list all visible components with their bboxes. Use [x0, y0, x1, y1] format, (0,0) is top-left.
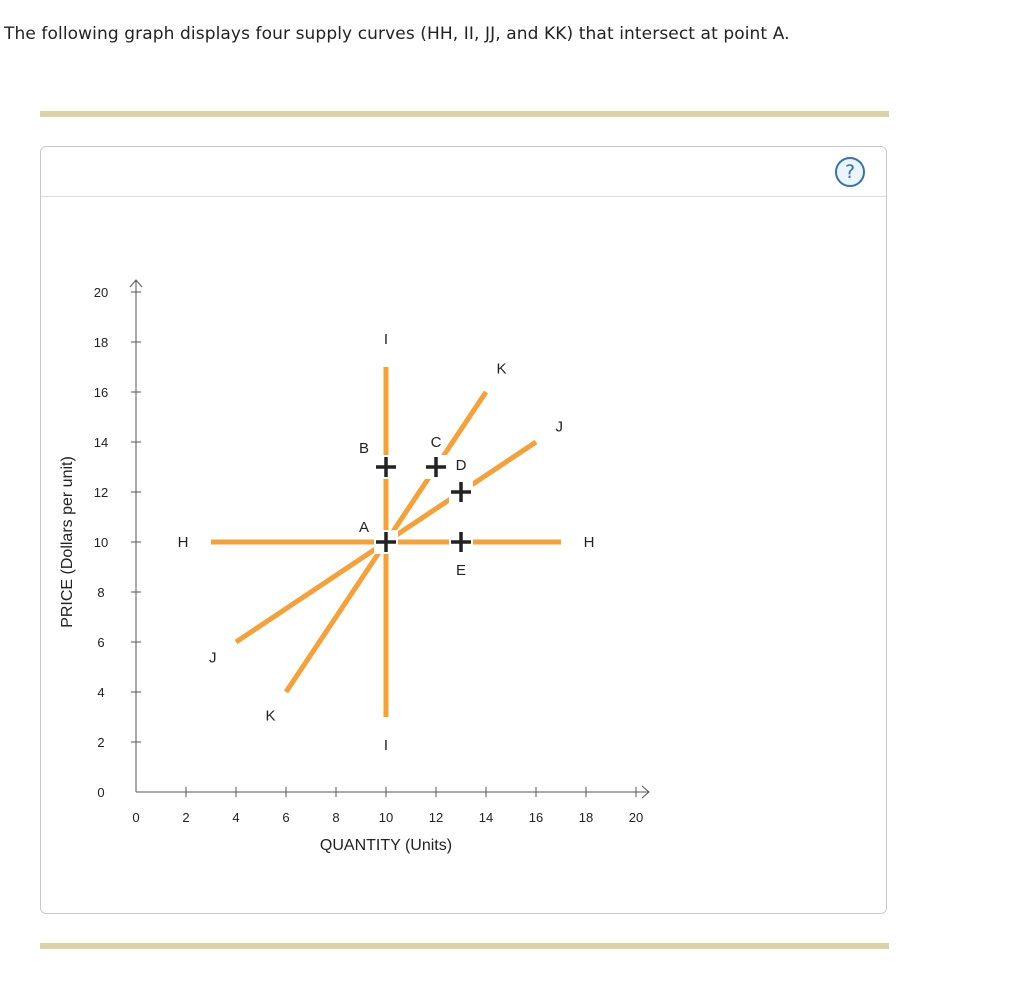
y-axis-title: PRICE (Dollars per unit) — [59, 456, 76, 628]
x-tick-label: 14 — [478, 810, 494, 825]
point-label-c: C — [430, 434, 442, 451]
point-label-e: E — [455, 562, 467, 579]
x-tick-label: 2 — [182, 810, 190, 825]
x-axis-title: QUANTITY (Units) — [319, 837, 453, 854]
point-label-b: B — [358, 440, 370, 457]
curve-label-kk-end: K — [496, 360, 507, 378]
point-label-a: A — [358, 519, 370, 536]
curve-label-jj-start: J — [208, 649, 217, 667]
x-tick-label: 16 — [528, 810, 544, 825]
curve-label-ii-start: I — [383, 737, 389, 754]
help-button[interactable]: ? — [835, 157, 865, 187]
point-label-d: D — [455, 457, 467, 474]
curve-label-ii-end: I — [383, 331, 389, 348]
y-tick-label: 8 — [97, 585, 105, 600]
x-tick-label: 8 — [332, 810, 340, 825]
curve-label-hh-start: H — [177, 534, 189, 551]
y-tick-label: 10 — [93, 535, 109, 550]
curve-label-kk-start: K — [265, 707, 276, 725]
y-tick-label: 2 — [97, 735, 105, 750]
x-tick-label: 12 — [428, 810, 444, 825]
question-text: The following graph displays four supply curves (HH, II, JJ, and KK) that intersect at point A. — [4, 24, 790, 44]
y-tick-label: 12 — [93, 485, 109, 500]
curve-label-hh-end: H — [583, 534, 595, 551]
x-tick-label: 6 — [282, 810, 290, 825]
x-tick-label: 20 — [628, 810, 644, 825]
y-tick-label: 6 — [97, 635, 105, 650]
x-tick-label: 4 — [232, 810, 240, 825]
x-tick-label: 18 — [578, 810, 594, 825]
x-tick-label: 0 — [132, 810, 140, 825]
x-tick-label: 10 — [378, 810, 394, 825]
y-tick-label: 20 — [93, 285, 109, 300]
y-tick-label: 0 — [97, 785, 105, 800]
curve-label-jj-end: J — [555, 418, 564, 436]
y-tick-label: 16 — [93, 385, 109, 400]
y-tick-label: 14 — [93, 435, 109, 450]
y-tick-label: 18 — [93, 335, 109, 350]
y-tick-label: 4 — [97, 685, 105, 700]
